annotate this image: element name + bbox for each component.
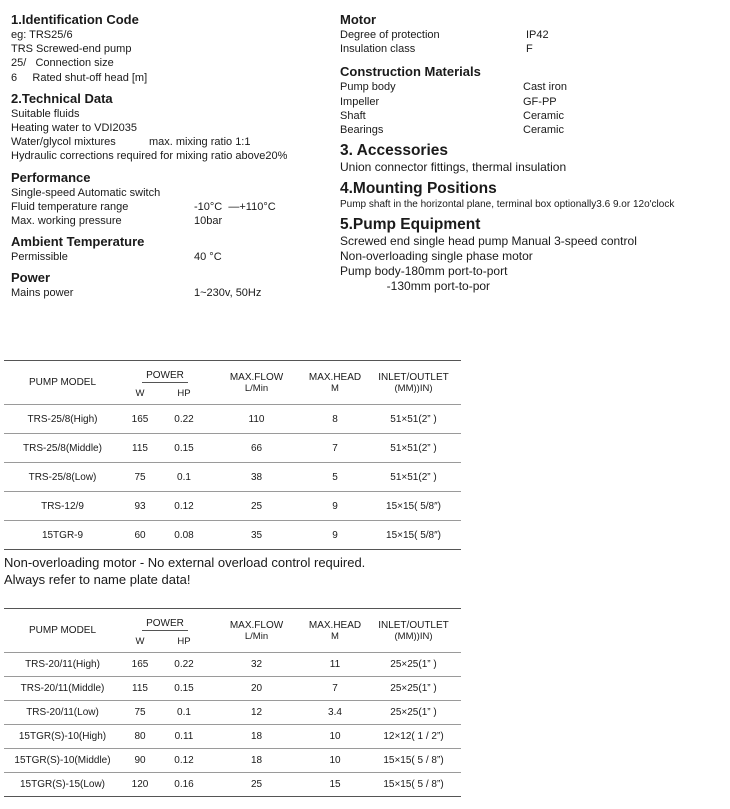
cell-io: 15×15( 5/8″) [366, 521, 461, 550]
cell-hp: 0.12 [159, 492, 209, 521]
performance-line: Single-speed Automatic switch [11, 186, 161, 199]
cell-head: 7 [304, 677, 366, 701]
motor-row [340, 42, 725, 56]
header-inlet: INLET/OUTLET [366, 609, 461, 631]
temp-row [11, 200, 336, 214]
right-column [340, 12, 725, 294]
cell-io: 51×51(2” ) [366, 405, 461, 434]
cell-w: 165 [121, 405, 159, 434]
pump-table-1 [4, 360, 461, 550]
table-row [4, 749, 461, 773]
cell-model: 15TGR-9 [4, 521, 121, 550]
table-row [4, 677, 461, 701]
cell-model: TRS-25/8(Low) [4, 463, 121, 492]
cell-head: 9 [304, 521, 366, 550]
cell-hp: 0.15 [159, 677, 209, 701]
cell-w: 90 [121, 749, 159, 773]
header-flow: MAX.FLOW [209, 361, 304, 383]
header-flow: MAX.FLOW [209, 609, 304, 631]
cell-head: 9 [304, 492, 366, 521]
equipment-line: Non-overloading single phase motor [340, 249, 533, 264]
cell-head: 15 [304, 773, 366, 797]
header-head-unit: M [331, 382, 339, 394]
material-key: Pump body [340, 81, 396, 94]
cell-io: 51×51(2” ) [366, 463, 461, 492]
cell-model: TRS-25/8(Middle) [4, 434, 121, 463]
power-heading: Power [11, 270, 51, 286]
identification-heading: 1.Identification Code [11, 12, 139, 27]
temp-value: -10°C —+110°C [194, 200, 276, 213]
cell-head: 7 [304, 434, 366, 463]
table-row [4, 405, 461, 434]
cell-head: 11 [304, 653, 366, 677]
equipment-line: -130mm port-to-por [340, 279, 491, 294]
note-line: Non-overloading motor - No external overload control required. [4, 555, 366, 570]
mixture-row [11, 135, 336, 149]
table-row [4, 521, 461, 550]
power-row [11, 286, 336, 300]
header-hp: HP [177, 387, 191, 399]
left-column [11, 12, 336, 301]
mounting-line: Pump shaft in the horizontal plane, terminal box optionally3.6 9.or 12o'clock [340, 199, 675, 211]
motor-key: Insulation class [340, 43, 416, 56]
cell-w: 120 [121, 773, 159, 797]
cell-flow: 20 [209, 677, 304, 701]
cell-flow: 110 [209, 405, 304, 434]
cell-w: 115 [121, 434, 159, 463]
header-head: MAX.HEAD [304, 609, 366, 631]
cell-io: 12×12( 1 / 2”) [366, 725, 461, 749]
equipment-line: Pump body-180mm port-to-port [340, 264, 508, 279]
header-flow-unit: L/Min [244, 382, 269, 394]
table-row [4, 773, 461, 797]
cell-model: TRS-20/11(High) [4, 653, 121, 677]
cell-w: 115 [121, 677, 159, 701]
cell-w: 75 [121, 701, 159, 725]
cell-hp: 0.08 [159, 521, 209, 550]
cell-w: 75 [121, 463, 159, 492]
header-flow-unit: L/Min [244, 630, 269, 642]
cell-hp: 0.11 [159, 725, 209, 749]
material-key: Shaft [340, 109, 366, 122]
cell-flow: 38 [209, 463, 304, 492]
cell-head: 8 [304, 405, 366, 434]
cell-w: 93 [121, 492, 159, 521]
table-row [4, 492, 461, 521]
table-row [4, 463, 461, 492]
cell-model: TRS-12/9 [4, 492, 121, 521]
cell-hp: 0.1 [159, 701, 209, 725]
material-value: Ceramic [523, 109, 564, 122]
material-row [340, 109, 725, 123]
table-row [4, 725, 461, 749]
identification-line: 6 Rated shut-off head [m] [11, 71, 148, 84]
cell-head: 3.4 [304, 701, 366, 725]
table-row [4, 434, 461, 463]
identification-line: 25/ Connection size [11, 57, 114, 70]
ambient-row [11, 250, 336, 264]
motor-heading: Motor [340, 12, 377, 27]
motor-value: F [526, 43, 533, 56]
material-row [340, 95, 725, 109]
table-header-row [4, 361, 461, 383]
header-model: PUMP MODEL [4, 609, 121, 653]
overload-note [4, 554, 365, 588]
material-key: Bearings [340, 124, 384, 137]
pressure-value: 10bar [194, 215, 223, 228]
cell-io: 25×25(1” ) [366, 653, 461, 677]
pressure-row [11, 214, 336, 228]
cell-hp: 0.22 [159, 405, 209, 434]
cell-w: 80 [121, 725, 159, 749]
accessories-heading: 3. Accessories [340, 142, 449, 160]
cell-hp: 0.22 [159, 653, 209, 677]
header-inlet-unit: (MM))IN) [394, 630, 433, 642]
motor-key: Degree of protection [340, 29, 440, 41]
cell-io: 15×15( 5/8″) [366, 492, 461, 521]
cell-head: 5 [304, 463, 366, 492]
cell-head: 10 [304, 725, 366, 749]
mixture-value: max. mixing ratio 1:1 [149, 136, 251, 149]
power-value: 1~230v, 50Hz [194, 287, 262, 300]
header-hp: HP [177, 635, 191, 647]
materials-heading: Construction Materials [340, 64, 481, 80]
motor-value: IP42 [526, 29, 549, 41]
cell-flow: 32 [209, 653, 304, 677]
cell-flow: 35 [209, 521, 304, 550]
cell-hp: 0.15 [159, 434, 209, 463]
power-label: Mains power [11, 287, 74, 300]
header-power: POWER [142, 618, 188, 631]
material-row [340, 123, 725, 137]
header-power: POWER [142, 370, 188, 383]
cell-w: 60 [121, 521, 159, 550]
ambient-heading: Ambient Temperature [11, 234, 145, 250]
cell-hp: 0.16 [159, 773, 209, 797]
pump-table-2 [4, 608, 461, 797]
technical-heading: 2.Technical Data [11, 90, 113, 106]
material-row [340, 80, 725, 94]
cell-head: 10 [304, 749, 366, 773]
cell-flow: 12 [209, 701, 304, 725]
cell-model: TRS-25/8(High) [4, 405, 121, 434]
header-inlet: INLET/OUTLET [366, 361, 461, 383]
cell-hp: 0.1 [159, 463, 209, 492]
material-value: Cast iron [523, 81, 568, 94]
equipment-heading: 5.Pump Equipment [340, 216, 481, 234]
table-header-row [4, 609, 461, 631]
cell-flow: 25 [209, 773, 304, 797]
technical-line: Suitable fluids [11, 107, 80, 120]
cell-hp: 0.12 [159, 749, 209, 773]
ambient-value: 40 °C [194, 251, 222, 264]
table-row [4, 701, 461, 725]
identification-line: TRS Screwed-end pump [11, 43, 132, 56]
cell-flow: 25 [209, 492, 304, 521]
material-key: Impeller [340, 95, 380, 108]
cell-flow: 18 [209, 725, 304, 749]
temp-label: Fluid temperature range [11, 200, 129, 213]
cell-model: TRS-20/11(Low) [4, 701, 121, 725]
cell-w: 165 [121, 653, 159, 677]
cell-io: 25×25(1” ) [366, 677, 461, 701]
technical-line: Heating water to VDI2035 [11, 122, 137, 135]
table-row [4, 653, 461, 677]
cell-flow: 66 [209, 434, 304, 463]
performance-heading: Performance [11, 169, 91, 185]
cell-model: 15TGR(S)-15(Low) [4, 773, 121, 797]
pressure-label: Max. working pressure [11, 215, 122, 228]
material-value: Ceramic [523, 124, 564, 137]
accessories-line: Union connector fittings, thermal insulation [340, 160, 567, 175]
cell-model: TRS-20/11(Middle) [4, 677, 121, 701]
equipment-line: Screwed end single head pump Manual 3-speed control [340, 234, 637, 249]
header-w: W [135, 387, 145, 399]
header-inlet-unit: (MM))IN) [394, 382, 433, 394]
header-head-unit: M [331, 630, 339, 642]
header-head: MAX.HEAD [304, 361, 366, 383]
cell-model: 15TGR(S)-10(High) [4, 725, 121, 749]
material-value: GF-PP [523, 95, 557, 108]
header-model: PUMP MODEL [4, 361, 121, 405]
cell-io: 15×15( 5 / 8”) [366, 749, 461, 773]
mixture-label: Water/glycol mixtures [11, 136, 116, 149]
note-line: Always refer to name plate data! [4, 572, 191, 587]
hydraulic-line: Hydraulic corrections required for mixing ratio above20% [11, 150, 288, 163]
motor-row [340, 28, 725, 42]
cell-io: 15×15( 5 / 8”) [366, 773, 461, 797]
identification-line: eg: TRS25/6 [11, 29, 73, 41]
header-w: W [135, 635, 145, 647]
ambient-label: Permissible [11, 251, 68, 264]
cell-model: 15TGR(S)-10(Middle) [4, 749, 121, 773]
mounting-heading: 4.Mounting Positions [340, 180, 497, 198]
cell-flow: 18 [209, 749, 304, 773]
cell-io: 25×25(1” ) [366, 701, 461, 725]
cell-io: 51×51(2” ) [366, 434, 461, 463]
